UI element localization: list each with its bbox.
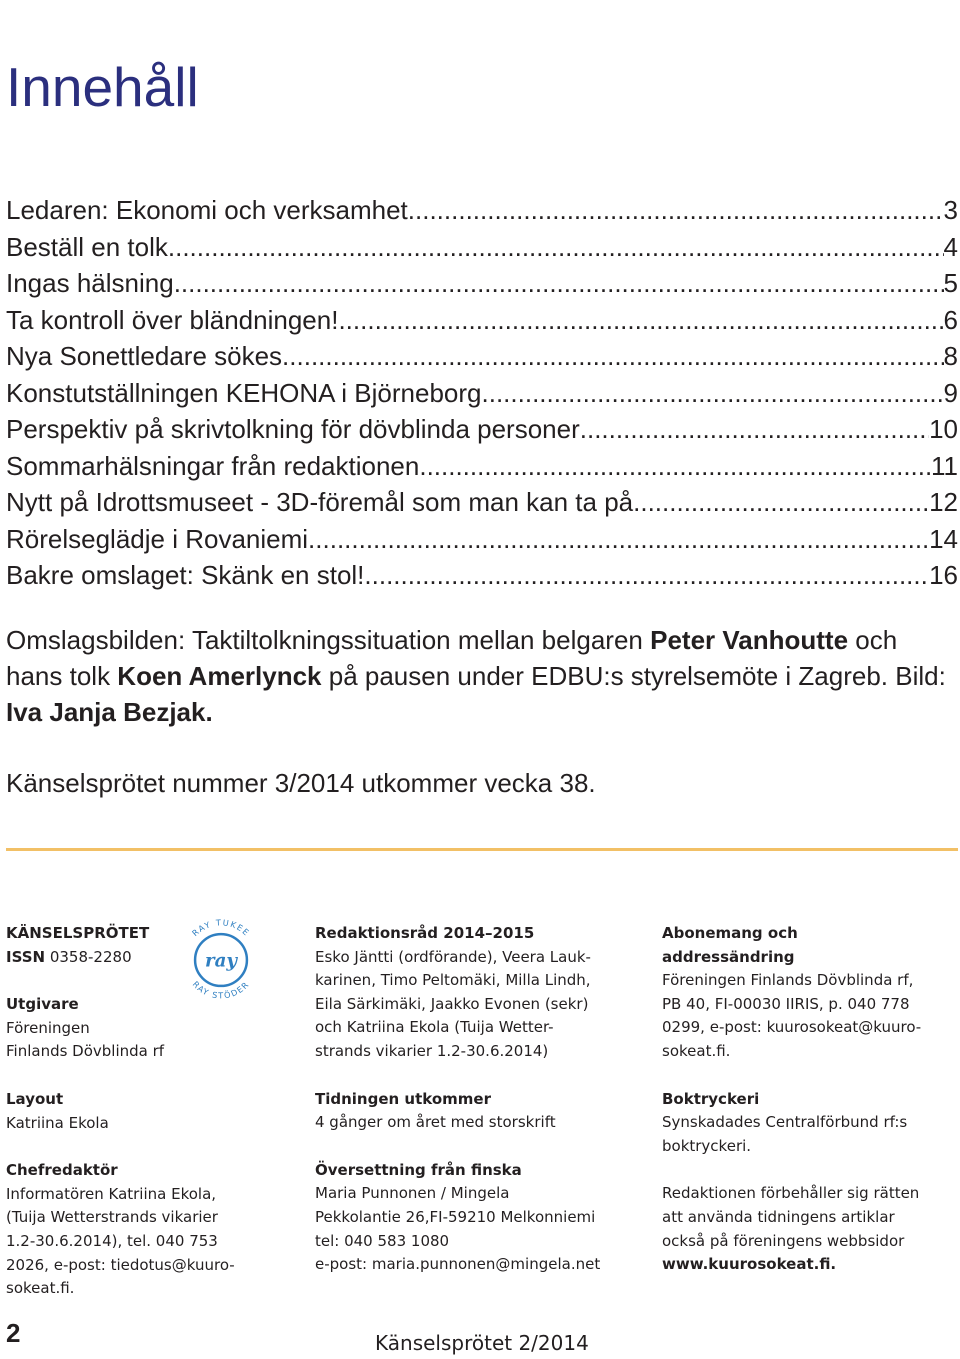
colophon-column-3 <box>662 922 957 1301</box>
toc-entry-page: 16 <box>929 560 958 590</box>
translation-block <box>315 1159 645 1277</box>
toc-entry-title: Ledaren: Ekonomi och verksamhet <box>6 195 408 225</box>
cover-caption-name: Peter Vanhoutte <box>650 625 849 655</box>
translation-heading: Översettning från finska <box>315 1160 522 1179</box>
editor-heading: Chefredaktör <box>6 1161 118 1180</box>
page-number: 2 <box>6 1318 21 1348</box>
toc-entry-title: Ta kontroll över bländningen! <box>6 304 339 335</box>
toc-entry-page: 11 <box>931 450 958 481</box>
cover-caption-name: Koen Amerlynck <box>117 661 322 691</box>
toc-leader-dots <box>308 521 929 558</box>
editorial-board-heading: Redaktionsråd 2014–2015 <box>315 924 535 942</box>
toc-leader-dots <box>338 302 943 339</box>
cover-caption-text: Omslagsbilden: Taktiltolkningssituation mellan belgaren <box>6 625 651 655</box>
toc-entry-title: Beställ en tolk <box>6 231 168 262</box>
rights-line: också på föreningens webbsidor <box>662 1231 905 1250</box>
cover-caption-credit: Iva Janja Bezjak. <box>6 697 213 727</box>
printer-line: Synskadades Centralförbund rf:s <box>662 1113 908 1132</box>
rights-block <box>662 1182 957 1276</box>
editor-line: sokeat.fi. <box>6 1279 75 1298</box>
table-of-contents <box>6 192 958 594</box>
toc-entry[interactable] <box>6 557 958 594</box>
cover-caption-text: på pausen under EDBU:s styrelsemöte i Zagreb. Bild: <box>321 661 946 691</box>
translation-line: e-post: maria.punnonen@mingela.net <box>315 1255 601 1274</box>
section-divider <box>6 848 958 851</box>
toc-entry-title: Konstutställningen KEHONA i Björneborg <box>6 377 482 408</box>
toc-entry[interactable] <box>6 448 958 485</box>
toc-entry[interactable] <box>6 302 958 339</box>
toc-entry-page: 8 <box>943 341 958 371</box>
editor-line: 2026, e-post: tiedotus@kuuro- <box>6 1255 235 1274</box>
toc-entry-page: 9 <box>943 377 958 408</box>
toc-entry-title: Rörelseglädje i Rovaniemi <box>6 523 309 554</box>
editor-line: Informatören Katriina Ekola, <box>6 1184 217 1203</box>
toc-entry-title: Nytt på Idrottsmuseet - 3D-föremål som man kan ta på <box>6 487 634 517</box>
publisher-line: Finlands Dövblinda rf <box>6 1042 165 1061</box>
toc-entry-title: Nya Sonettledare sökes <box>6 341 283 371</box>
toc-entry-page: 14 <box>929 523 958 554</box>
editor-line: (Tuija Wetterstrands vikarier <box>6 1208 218 1227</box>
toc-entry[interactable] <box>6 411 958 448</box>
subscription-block <box>662 922 957 1064</box>
publication-name: KÄNSELSPRÖTET <box>6 924 150 942</box>
editorial-board-line: karinen, Timo Peltomäki, Milla Lindh, <box>315 971 591 990</box>
toc-leader-dots <box>408 192 944 229</box>
cover-caption <box>6 622 956 730</box>
toc-entry[interactable] <box>6 229 958 266</box>
website-link[interactable]: www.kuurosokeat.fi. <box>662 1255 837 1274</box>
toc-entry[interactable] <box>6 484 958 521</box>
editorial-board-block <box>315 922 645 1064</box>
cover-caption-text: och hans tolk <box>6 625 898 691</box>
toc-entry[interactable] <box>6 338 958 375</box>
toc-leader-dots <box>364 557 929 594</box>
page-title: Innehåll <box>6 56 199 118</box>
toc-entry[interactable] <box>6 192 958 229</box>
layout-block <box>6 1088 296 1135</box>
editorial-board-line: Eila Särkimäki, Jaakko Evonen (sekr) <box>315 994 589 1013</box>
editorial-board-line: och Katriina Ekola (Tuija Wetter- <box>315 1018 554 1037</box>
subscription-line: sokeat.fi. <box>662 1041 731 1060</box>
subscription-line: PB 40, FI-00030 IIRIS, p. 040 778 <box>662 994 910 1013</box>
issn-label: ISSN <box>6 947 46 966</box>
toc-entry-page: 6 <box>943 304 958 335</box>
logo-bottom-arc-text: RAY STÖDER <box>190 979 252 1001</box>
toc-entry-page: 12 <box>929 487 958 517</box>
translation-line: Pekkolantie 26,FI-59210 Melkonniemi <box>315 1207 596 1226</box>
subscription-heading: Abonemang och <box>662 924 798 942</box>
translation-line: Maria Punnonen / Mingela <box>315 1184 510 1203</box>
toc-entry-page: 3 <box>943 195 958 225</box>
toc-leader-dots <box>282 338 943 375</box>
toc-entry[interactable] <box>6 375 958 412</box>
printer-block <box>662 1088 957 1159</box>
toc-entry-page: 5 <box>943 268 958 298</box>
subscription-line: 0299, e-post: kuurosokeat@kuuro- <box>662 1018 922 1037</box>
publisher-line: Föreningen <box>6 1018 90 1037</box>
subscription-heading: addressändring <box>662 947 795 966</box>
toc-entry[interactable] <box>6 521 958 558</box>
ray-logo <box>173 912 269 1008</box>
toc-leader-dots <box>482 375 944 412</box>
toc-entry-page: 4 <box>943 231 958 262</box>
editorial-board-line: strands vikarier 1.2-30.6.2014) <box>315 1041 549 1060</box>
editor-line: 1.2-30.6.2014), tel. 040 753 <box>6 1231 218 1250</box>
rights-line: Redaktionen förbehåller sig rätten <box>662 1184 920 1203</box>
subscription-line: Föreningen Finlands Dövblinda rf, <box>662 971 914 990</box>
layout-line: Katriina Ekola <box>6 1113 109 1132</box>
toc-entry-title: Ingas hälsning <box>6 268 174 298</box>
toc-leader-dots <box>174 265 944 302</box>
rights-line: att använda tidningens artiklar <box>662 1207 895 1226</box>
printer-heading: Boktryckeri <box>662 1089 760 1108</box>
publication-frequency-heading: Tidningen utkommer <box>315 1089 491 1108</box>
editor-block <box>6 1159 296 1301</box>
colophon-column-2 <box>315 922 645 1301</box>
publication-frequency-block <box>315 1088 645 1135</box>
next-issue-notice: Känselsprötet nummer 3/2014 utkommer vecka 38. <box>6 768 596 798</box>
toc-entry[interactable] <box>6 265 958 302</box>
logo-center-text: ray <box>204 950 238 972</box>
footer-publication: Känselsprötet 2/2014 <box>375 1331 589 1355</box>
toc-entry-title: Sommarhälsningar från redaktionen <box>6 450 420 481</box>
editorial-board-line: Esko Jäntti (ordförande), Veera Lauk- <box>315 947 591 966</box>
publisher-heading: Utgivare <box>6 995 79 1014</box>
toc-leader-dots <box>633 484 929 521</box>
toc-leader-dots <box>580 411 929 448</box>
translation-line: tel: 040 583 1080 <box>315 1231 450 1250</box>
toc-entry-page: 10 <box>929 414 958 444</box>
printer-line: boktryckeri. <box>662 1136 752 1155</box>
toc-leader-dots <box>168 229 944 266</box>
issn-value: 0358-2280 <box>45 947 132 966</box>
toc-leader-dots <box>419 448 931 485</box>
publication-frequency-line: 4 gånger om året med storskrift <box>315 1113 556 1132</box>
toc-entry-title: Bakre omslaget: Skänk en stol! <box>6 560 365 590</box>
toc-entry-title: Perspektiv på skrivtolkning för dövblinda personer <box>6 414 580 444</box>
layout-heading: Layout <box>6 1089 64 1108</box>
logo-top-arc-text: RAY TUKEE <box>189 917 253 939</box>
